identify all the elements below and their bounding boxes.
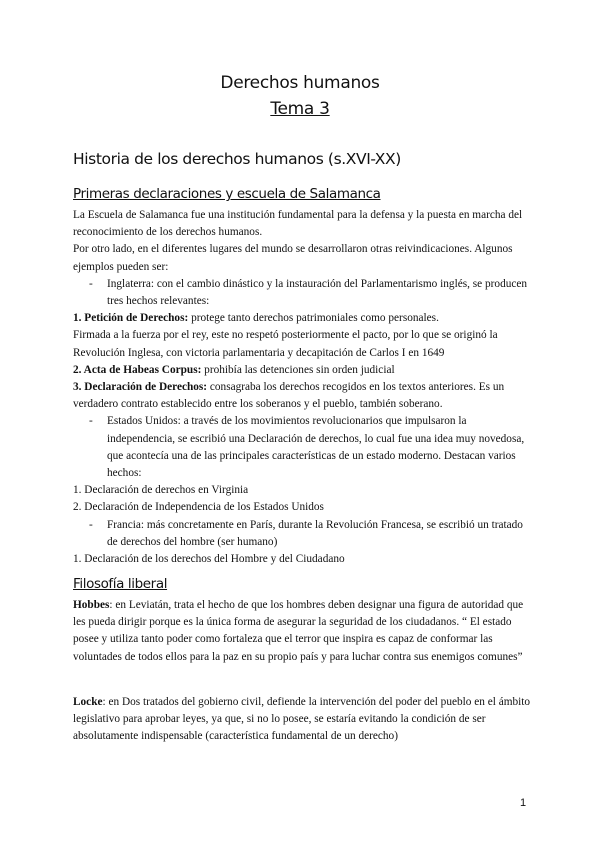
paragraph: La Escuela de Salamanca fue una institución fundamental para la defensa y la puesta en marcha del reconocimiento de los derechos humanos. (73, 209, 523, 239)
paragraph: Firmada a la fuerza por el rey, este no respetó posteriormente el pacto, por lo que se originó la Revolución Inglesa, con victoria parlamentaria y decapitación de Carlos I en 1649 (73, 329, 498, 359)
document-subtitle: Tema 3 (270, 99, 330, 119)
list-item: 1. Declaración de derechos en Virginia (73, 484, 249, 497)
list-item-label: 1. Petición de Derechos: (73, 312, 189, 325)
bullet-dash: - (89, 415, 93, 428)
bullet-dash: - (89, 518, 93, 531)
list-item: 2. Declaración de Independencia de los Estados Unidos (73, 501, 324, 514)
paragraph-hobbes: Hobbes: en Leviatán, trata el hecho de que los hombres deben designar una figura de autoridad que les pueda dirigir porque es la única forma de asegurar la seguridad de los ciudadanos. “ El estado posee y utiliza tanto poder como fortaleza que el terror que inspira es capaz de conformar las voluntades de todos ellos para la paz en su propio país y para luchar contra sus enemigos comunes” (73, 599, 524, 663)
author-label: Hobbes (73, 599, 110, 611)
list-item: 2. Acta de Habeas Corpus: prohibía las detenciones sin orden judicial (73, 363, 395, 376)
list-item: 1. Declaración de los derechos del Hombre y del Ciudadano (73, 553, 345, 566)
document-title: Derechos humanos (220, 73, 380, 93)
page-number: 1 (520, 797, 527, 809)
bullet-item-estados-unidos: - Estados Unidos: a través de los movimientos revolucionarios que impulsaron la independencia, se escribió una Declaración de derechos, lo cual fue una idea muy novedosa, que acontecía una de las principales características de un estado moderno. Destacan varios hechos: (89, 415, 525, 480)
section-title: Historia de los derechos humanos (s.XVI-XX) (73, 150, 401, 168)
list-item: 1. Petición de Derechos: protege tanto derechos patrimoniales como personales. (73, 312, 439, 325)
bullet-item-inglaterra: - Inglaterra: con el cambio dinástico y la instauración del Parlamentarismo inglés, se producen tres hechos relevantes: (89, 277, 528, 308)
bullet-dash: - (89, 277, 93, 290)
author-label: Locke (73, 696, 103, 708)
paragraph: Por otro lado, en el diferentes lugares del mundo se desarrollaron otras reivindicaciones. Algunos ejemplos pueden ser: (73, 243, 513, 273)
paragraph-locke: Locke: en Dos tratados del gobierno civil, defiende la intervención del poder del pueblo en el ámbito legislativo para aprobar leyes, ya que, si no lo posee, se estaría evitando la condición de ser absolutamente indispensable (característica fundamental de un derecho) (73, 696, 531, 743)
subsection-body-salamanca (73, 207, 533, 568)
bullet-item-francia: - Francia: más concretamente en París, durante la Revolución Francesa, se escribió un tratado de derechos del hombre (ser humano) (89, 518, 523, 548)
list-item-label: 2. Acta de Habeas Corpus: (73, 363, 202, 376)
subsection-heading-salamanca: Primeras declaraciones y escuela de Salamanca (73, 186, 381, 202)
list-item: 3. Declaración de Derechos: consagraba los derechos recogidos en los textos anteriores. Es un verdadero contrato establecido entre los soberanos y el pueblo, también soberano. (73, 381, 505, 411)
subsection-heading-filosofia: Filosofía liberal (73, 576, 168, 592)
list-item-label: 3. Declaración de Derechos: (73, 381, 208, 394)
